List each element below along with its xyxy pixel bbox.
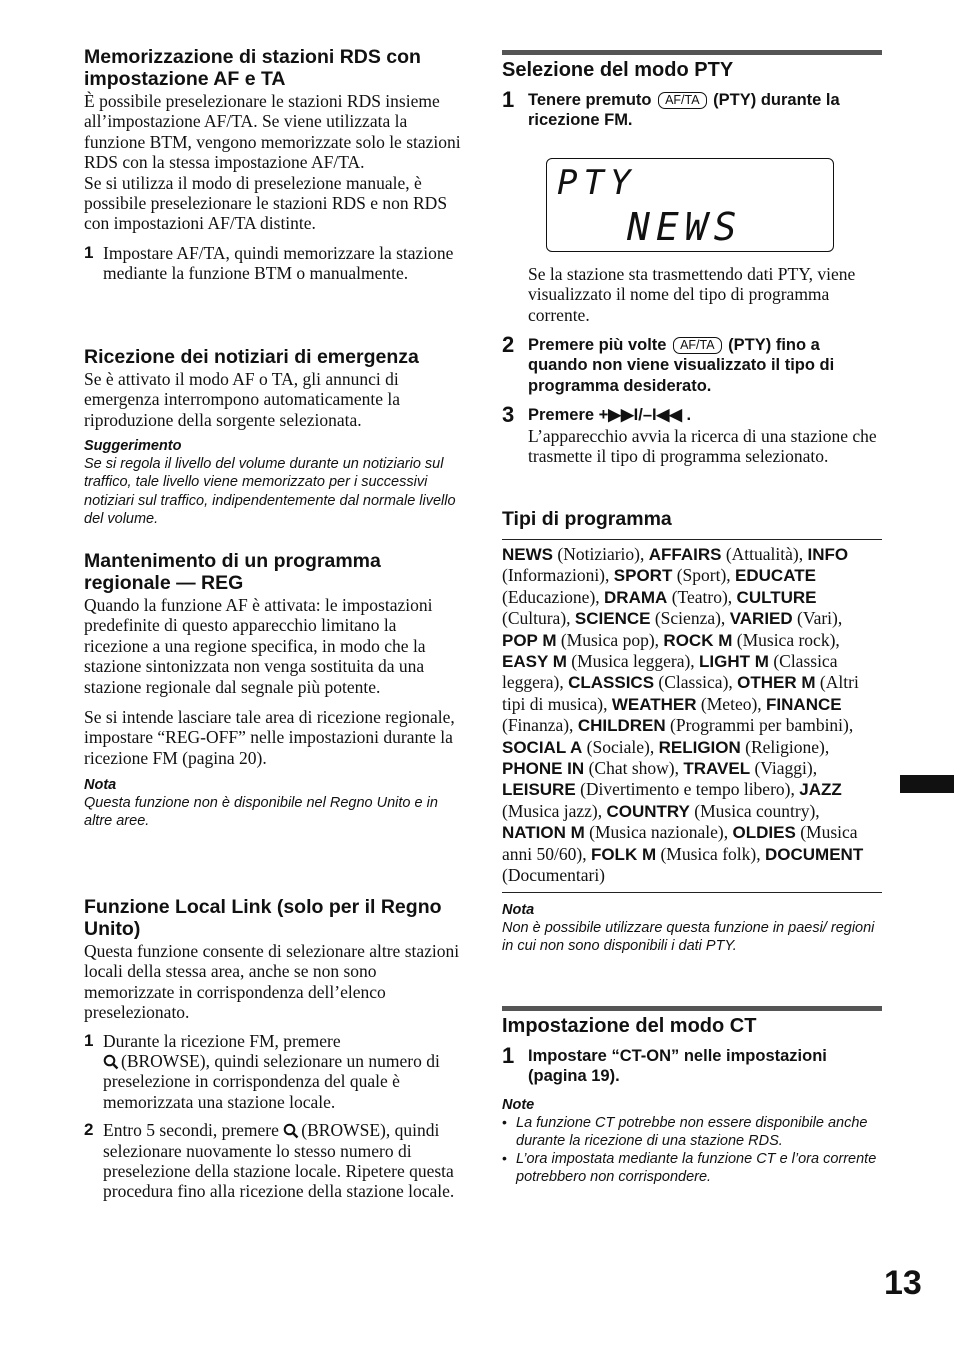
program-type-desc: (Vari), [797,608,843,629]
step-text-b: (PTY) fino a quando non viene visualizzato il tipo di programma desiderato. [528,336,835,395]
section-title: Impostazione del modo CT [502,1015,757,1037]
program-type-desc: (Scienza), [654,608,726,629]
step-item [84,1120,464,1202]
program-type-code: AFFAIRS [648,545,722,564]
bullet-dot: • [502,1113,507,1130]
program-type-desc: (Musica jazz), [502,800,603,821]
note-bullet [502,1114,882,1150]
tip-text: Se si regola il livello del volume durante un notiziario sul traffico, tale livello viene memorizzato per i successivi notiziari sul traffico, indipendentemente dal normale livello del volume. [84,456,456,527]
program-type-code: COUNTRY [606,801,690,821]
program-type-code: EASY M [502,652,567,672]
note-box [502,901,882,955]
program-type-desc: (Musica country), [694,800,820,821]
section-title: Ricezione dei notiziari di emergenza [84,346,419,368]
step-text-a: Entro 5 secondi, premere [103,1120,279,1141]
step-item [502,87,882,131]
browse-search-icon [103,1054,119,1070]
step-text: Impostare AF/TA, quindi memorizzare la stazione mediante la funzione BTM o manualmente. [103,242,454,284]
program-type-code: JAZZ [799,780,842,800]
section-divider [502,1006,882,1011]
pty-steps [502,332,882,467]
section-types [502,508,882,955]
step-text-b: (BROWSE), quindi selezionare nuovamente lo stesso numero di preselezione della stazione locale. Ripetere questa procedura fino alla ricezione della stazione locale. [103,1120,455,1202]
program-type-desc: (Musica nazionale), [589,822,729,843]
program-type-code: NATION M [502,823,585,843]
step-text-b: (PTY) durante la ricezione FM. [528,91,840,130]
step-number: 1 [502,87,515,112]
notes-label: Note [502,1096,535,1113]
program-type-code: DRAMA [604,587,668,607]
paragraph: Se si intende lasciare tale area di ricezione regionale, impostare “REG-OFF” nelle impostazioni durante la ricezione FM (pagina 20). [84,707,455,768]
program-type-code: CHILDREN [577,716,666,736]
program-type-code: SPORT [613,566,673,586]
program-type-desc: (Attualità), [725,544,804,564]
tip-box [84,437,464,528]
section-title: Mantenimento di un programma regionale — REG [84,550,381,594]
step-text-a: Durante la ricezione FM, premere [103,1030,341,1051]
program-type-desc: (Altri tipi di musica), [502,672,859,714]
program-type-desc: (Classica leggera), [502,651,838,693]
program-type-code: CLASSICS [568,673,655,693]
program-type-desc: (Finanza), [502,715,574,736]
program-type-desc: (Classica), [658,672,733,693]
program-type-desc: (Musica folk), [660,843,761,864]
notes-box [502,1096,882,1187]
step-description: L’apparecchio avvia la ricerca di una stazione che trasmette il tipo di programma selezionato. [528,425,877,467]
program-type-desc: (Musica anni 50/60), [502,822,858,864]
section-pty [502,59,882,131]
step-text [528,90,882,131]
af-ta-key: AF/TA [658,92,707,109]
section-rds-af-ta [84,46,464,284]
section-ct [502,1015,882,1187]
step-number: 1 [84,1030,94,1050]
program-type-code: VARIED [729,609,793,629]
program-type-code: FINANCE [766,694,842,714]
page-number: 13 [884,1264,922,1302]
note-text: L’ora impostata mediante la funzione CT e l’ora corrente potrebbero non corrispondere. [516,1151,877,1186]
step-number: 3 [502,402,515,428]
program-type-desc: (Viaggi), [754,758,818,779]
paragraph: È possibile preselezionare le stazioni RDS insieme all’impostazione AF/TA. Se viene utilizzata la funzione BTM, vengono memorizzate solo le stazioni RDS con la stessa impostazione AF/TA. [84,91,461,173]
program-type-desc: (Documentari) [502,865,606,886]
program-type-code: OTHER M [737,673,816,693]
program-type-desc: (Cultura), [502,608,571,629]
program-type-code: RELIGION [658,737,741,757]
af-ta-key: AF/TA [673,337,722,354]
note-label: Nota [84,777,117,794]
program-type-code: FOLK M [590,844,657,864]
program-type-desc: (Informazioni), [502,565,610,586]
note-text: La funzione CT potrebbe non essere disponibile anche durante la ricezione di una stazione RDS. [516,1114,868,1150]
program-type-code: SOCIAL A [502,737,583,757]
step-text [103,1120,464,1202]
step-item [502,402,882,467]
step-text-a: Premere più volte [528,336,667,354]
program-type-code: ROCK M [663,630,733,650]
display-line-1: PTY [557,163,637,203]
step-item [502,1043,882,1087]
step-number: 1 [84,242,94,262]
step-number: 1 [502,1043,515,1068]
program-type-desc: (Divertimento e tempo libero), [580,779,795,800]
note-box [84,776,464,830]
program-type-desc: (Musica rock), [736,629,840,650]
note-text: Non è possibile utilizzare questa funzione in paesi/ regioni in cui non sono disponibili i dati PTY. [502,919,875,954]
display-line-2: NEWS [627,205,743,249]
divider [502,539,882,540]
paragraph: Se è attivato il modo AF o TA, gli annunci di emergenza interrompono automaticamente la riproduzione della sorgente selezionata. [84,369,400,430]
program-type-code: OLDIES [732,823,796,843]
note-bullet [502,1150,882,1186]
pty-description [528,264,882,325]
step-item [84,243,464,284]
paragraph: Se si utilizza il modo di preselezione manuale, è possibile preselezionare le stazioni RDS e non RDS con impostazioni AF/TA distinte. [84,172,448,234]
section-title: Tipi di programma [502,508,672,530]
note-label: Nota [502,901,535,918]
step-text: Impostare “CT-ON” nelle impostazioni (pagina 19). [528,1047,827,1086]
program-type-desc: (Teatro), [671,586,733,607]
program-type-code: PHONE IN [502,759,585,779]
section-divider [502,50,882,55]
section-title: Selezione del modo PTY [502,59,734,81]
program-type-code: NEWS [502,545,553,564]
section-local-link [84,896,464,1202]
step-text: Premere +▶▶I/–I◀◀ . [528,406,692,425]
language-tab-marker [900,775,954,793]
program-type-code: CULTURE [736,587,817,607]
program-type-code: WEATHER [611,694,697,714]
program-type-list [502,544,882,886]
program-type-desc: (Programmi per bambini), [670,715,854,736]
step-number: 2 [84,1120,94,1140]
step-text-b: (BROWSE), quindi selezionare un numero di preselezione in corrispondenza del quale è memorizzata una stazione locale. [103,1051,440,1112]
lcd-display [546,158,834,252]
program-type-code: DOCUMENT [764,844,864,864]
program-type-desc: (Sport), [676,565,731,586]
program-type-code: INFO [807,545,849,564]
step-item [502,332,882,396]
section-title: Memorizzazione di stazioni RDS con impostazione AF e TA [84,46,421,90]
program-type-code: LEISURE [502,780,576,800]
section-emergency [84,346,464,528]
program-type-desc: (Chat show), [588,758,679,779]
program-type-desc: (Musica leggera), [571,651,695,672]
paragraph: Se la stazione sta trasmettendo dati PTY, viene visualizzato il nome del tipo di programma corrente. [528,264,856,325]
program-type-desc: (Educazione), [502,586,600,607]
bullet-dot: • [502,1150,507,1167]
program-type-code: TRAVEL [683,759,751,779]
step-text [528,335,882,396]
step-text-a: Tenere premuto [528,91,652,109]
program-type-desc: (Sociale), [586,736,655,757]
step-body [528,405,882,466]
browse-search-icon [283,1123,299,1139]
program-type-code: EDUCATE [735,566,816,586]
section-reg [84,550,464,831]
program-type-desc: (Notiziario), [557,544,645,564]
program-type-code: POP M [502,630,557,650]
tip-label: Suggerimento [84,438,182,455]
step-text [103,1031,464,1113]
program-type-code: LIGHT M [699,652,769,672]
step-number: 2 [502,332,515,357]
section-title: Funzione Local Link (solo per il Regno Unito) [84,896,442,940]
divider [502,892,882,893]
paragraph: Questa funzione consente di selezionare altre stazioni locali della stessa area, anche se non sono memorizzate in corrispondenza dell’elenco preselezionato. [84,941,460,1023]
step-item [84,1031,464,1113]
program-type-desc: (Meteo), [700,693,762,714]
program-type-code: SCIENCE [574,609,651,629]
note-text: Questa funzione non è disponibile nel Regno Unito e in altre aree. [84,795,438,830]
paragraph: Quando la funzione AF è attivata: le impostazioni predefinite di questo apparecchio limitano la ricezione a una regione specifica, in modo che la stazione sintonizzata non venga sostituita da una stazione regionale dal segnale più potente. [84,595,433,697]
program-type-desc: (Religione), [745,736,830,757]
program-type-desc: (Musica pop), [560,629,660,650]
